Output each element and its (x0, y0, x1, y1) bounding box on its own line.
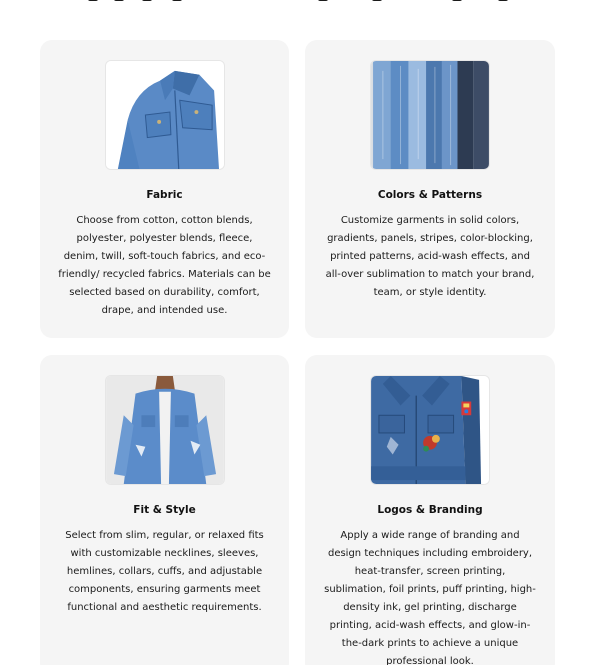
feature-card-fabric (40, 40, 289, 338)
embroidered-jacket-illustration (371, 376, 489, 484)
card-description: Choose from cotton, cotton blends, polyester, polyester blends, fleece, denim, twill, soft-touch fabrics, and eco-friendly/ recycled fabrics. Materials can be selected based on durability, comfort, drape, and intended use. (58, 215, 271, 316)
card-title: Fit & Style (133, 504, 196, 516)
card-description: Apply a wide range of branding and design techniques including embroidery, heat-transfer, screen printing, sublimation, foil prints, puff printing, high-density ink, gel printing, discharge printing, acid-wash effects, and glow-in-the-dark prints to achieve a unique professional look. (324, 530, 536, 665)
card-title: Colors & Patterns (377, 189, 483, 201)
cropped-heading-remnant (0, 0, 595, 6)
model-wearing-denim-jacket-image (105, 375, 225, 485)
card-title: Fabric (146, 189, 183, 201)
card-description: Customize garments in solid colors, gradients, panels, stripes, color-blocking, printed patterns, acid-wash effects, and all-over sublimation to match your brand, team, or style identity. (325, 215, 535, 298)
denim-jacket-image (105, 60, 225, 170)
card-title: Logos & Branding (377, 504, 483, 516)
feature-card-colors-patterns (305, 40, 555, 338)
card-description: Select from slim, regular, or relaxed fits with customizable necklines, sleeves, hemlines, collars, cuffs, and adjustable components, ensuring garments meet functional and aesthetic requirements. (65, 530, 264, 613)
feature-card-fit-style (40, 355, 289, 665)
denim-jacket-illustration (106, 61, 224, 169)
hanging-jackets-illustration (371, 61, 489, 169)
embroidered-denim-jacket-image (370, 375, 490, 485)
feature-card-logos-branding (305, 355, 555, 665)
hanging-denim-jackets-image (370, 60, 490, 170)
model-jacket-illustration (106, 376, 224, 484)
